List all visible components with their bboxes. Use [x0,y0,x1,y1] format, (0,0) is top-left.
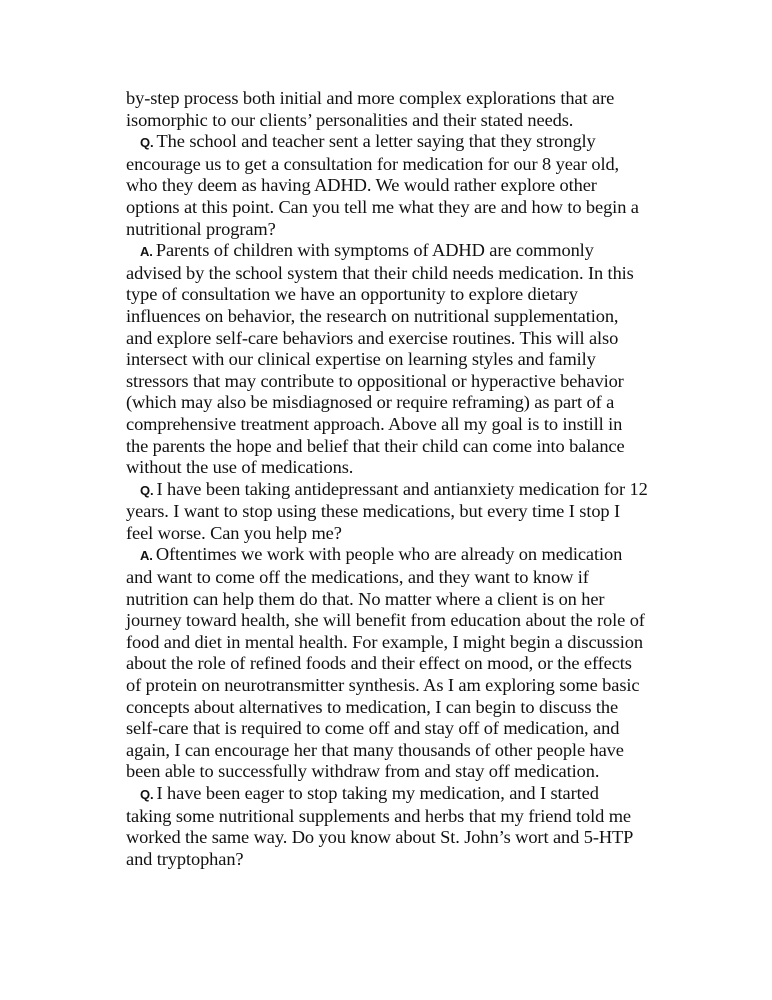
paragraph-text: Oftentimes we work with people who are already on medication and want to come off the medications, and they want to know if nutrition can help them do that. No matter where a client is on her journey toward health, she will benefit from education about the role of food and diet in mental health. For example, I might begin a discussion about the role of refined foods and their effect on mood, or the effects of protein on neurotransmitter synthesis. As I am exploring some basic concepts about alternatives to medication, I can begin to discuss the self-care that is required to come off and stay off of medication, and again, I can encourage her that many thousands of other people have been able to successfully withdraw from and stay off medication. [126,544,645,782]
question-marker: Q. [140,135,154,151]
paragraph-text: The school and teacher sent a letter saying that they strongly encourage us to get a consultation for medication for our 8 year old, who they deem as having ADHD. We would rather explore other options at this point. Can you tell me what they are and how to begin a nutritional program? [126,131,639,239]
question-paragraph [126,479,648,545]
document-page [126,88,648,870]
answer-paragraph [126,544,648,783]
question-marker: Q. [140,482,154,498]
answer-paragraph [126,240,648,479]
paragraph-text: Parents of children with symptoms of ADHD are commonly advised by the school system that their child needs medication. In this type of consultation we have an opportunity to explore dietary influences on behavior, the research on nutritional supplementation, and explore self-care behaviors and exercise routines. This will also intersect with our clinical expertise on learning styles and family stressors that may contribute to oppositional or hyperactive behavior (which may also be misdiagnosed or require reframing) as part of a comprehensive treatment approach. Above all my goal is to instill in the parents the hope and belief that their child can come into balance without the use of medications. [126,240,634,478]
question-paragraph [126,131,648,240]
paragraph-continuation [126,88,648,131]
answer-marker: A. [140,548,153,564]
paragraph-text: I have been taking antidepressant and antianxiety medication for 12 years. I want to stop using these medications, but every time I stop I feel worse. Can you help me? [126,478,648,543]
paragraph-text: I have been eager to stop taking my medication, and I started taking some nutritional supplements and herbs that my friend told me worked the same way. Do you know about St. John’s wort and 5-HTP and tryptophan? [126,783,633,869]
question-marker: Q. [140,787,154,802]
question-paragraph [126,783,648,870]
paragraph-text: by-step process both initial and more complex explorations that are isomorphic to our clients’ personalities and their stated needs. [126,88,615,130]
answer-marker: A. [140,244,153,260]
